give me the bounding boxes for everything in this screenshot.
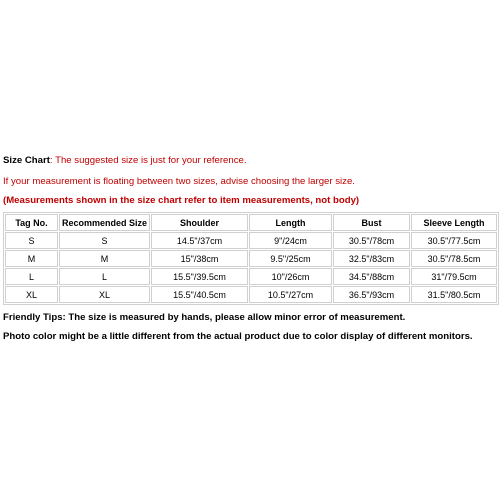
header-bust: Bust (333, 214, 410, 231)
cell-sleeve-length: 31"/79.5cm (411, 268, 497, 285)
size-chart-intro (3, 155, 247, 167)
cell-recommended: S (59, 232, 150, 249)
cell-bust: 32.5"/83cm (333, 250, 410, 267)
floating-size-note: If your measurement is floating between two sizes, advise choosing the larger size. (3, 176, 355, 187)
cell-sleeve-length: 30.5"/77.5cm (411, 232, 497, 249)
cell-tag: M (5, 250, 58, 267)
cell-shoulder: 15.5"/40.5cm (151, 286, 248, 303)
cell-sleeve-length: 31.5"/80.5cm (411, 286, 497, 303)
cell-shoulder: 14.5"/37cm (151, 232, 248, 249)
size-chart-label: Size Chart (3, 155, 50, 166)
cell-shoulder: 15.5"/39.5cm (151, 268, 248, 285)
cell-length: 10.5"/27cm (249, 286, 332, 303)
cell-length: 10"/26cm (249, 268, 332, 285)
friendly-tips: Friendly Tips: The size is measured by hands, please allow minor error of measurement. (3, 312, 406, 323)
cell-recommended: XL (59, 286, 150, 303)
header-shoulder: Shoulder (151, 214, 248, 231)
cell-bust: 30.5"/78cm (333, 232, 410, 249)
cell-length: 9"/24cm (249, 232, 332, 249)
cell-tag: S (5, 232, 58, 249)
photo-color-note: Photo color might be a little different from the actual product due to color display of different monitors. (3, 331, 473, 342)
measurement-note: (Measurements shown in the size chart refer to item measurements, not body) (3, 195, 360, 206)
header-recommended-size: Recommended Size (59, 214, 150, 231)
table-header-row (5, 214, 497, 231)
table-row (5, 232, 497, 249)
table-row (5, 286, 497, 303)
header-length: Length (249, 214, 332, 231)
size-table (3, 212, 499, 305)
table-row (5, 250, 497, 267)
cell-sleeve-length: 30.5"/78.5cm (411, 250, 497, 267)
cell-recommended: M (59, 250, 150, 267)
cell-tag: XL (5, 286, 58, 303)
cell-length: 9.5"/25cm (249, 250, 332, 267)
size-chart-text: : The suggested size is just for your reference. (49, 155, 247, 166)
cell-bust: 36.5"/93cm (333, 286, 410, 303)
cell-bust: 34.5"/88cm (333, 268, 410, 285)
cell-recommended: L (59, 268, 150, 285)
table-row (5, 268, 497, 285)
cell-shoulder: 15"/38cm (151, 250, 248, 267)
header-sleeve-length: Sleeve Length (411, 214, 497, 231)
header-tag-no: Tag No. (5, 214, 58, 231)
cell-tag: L (5, 268, 58, 285)
